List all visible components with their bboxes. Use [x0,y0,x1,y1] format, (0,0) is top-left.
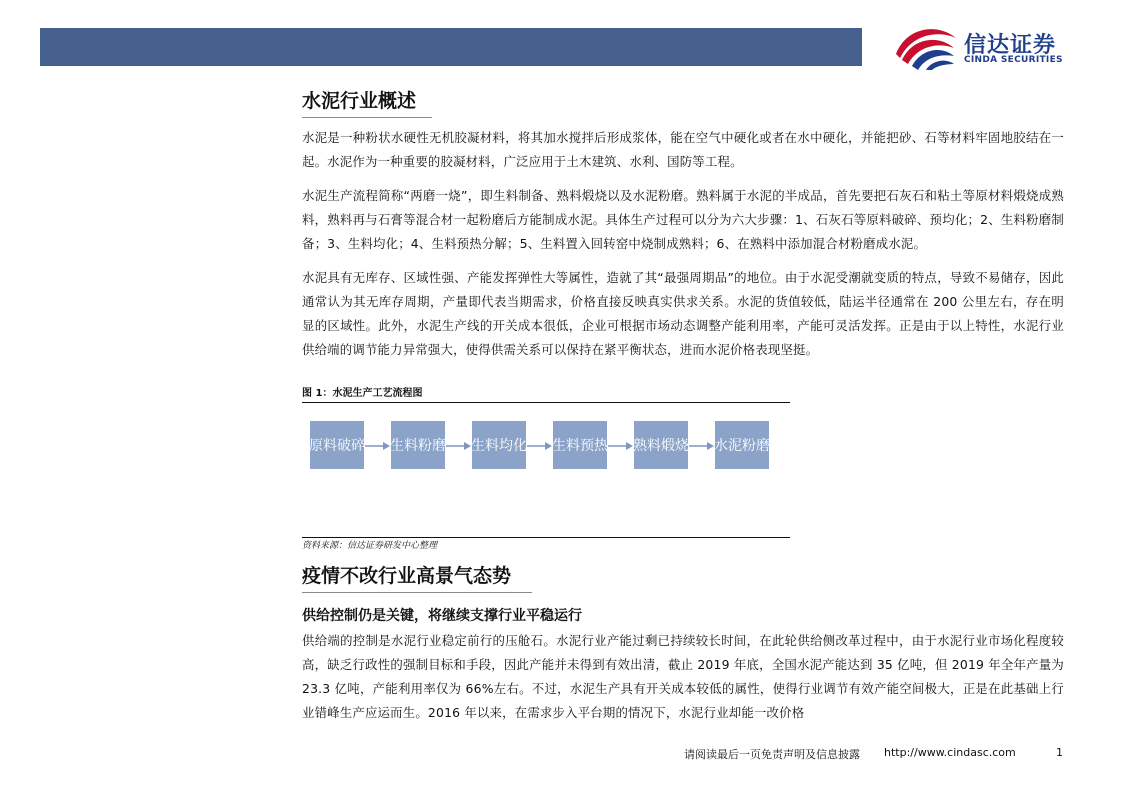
arrow-right-icon [608,441,633,451]
footer-url[interactable]: http://www.cindasc.com [884,746,1016,759]
cinda-logo [892,24,1092,72]
flow-step: 熟料煅烧 [634,421,688,469]
page-number: 1 [1056,746,1063,759]
cinda-logo-mark-icon [892,24,958,70]
process-flow-diagram [302,403,790,495]
flow-step: 原料破碎 [310,421,364,469]
paragraph-properties: 水泥具有无库存、区域性强、产能发挥弹性大等属性，造就了其“最强周期品”的地位。由于水泥受潮就变质的特点，导致不易储存，因此通常认为其无库存周期，产量即代表当期需求，价格直接反映真实供求关系。水泥的货值较低，陆运半径通常在 200 公里左右，存在明显的区域性。此外，水泥生产线的开关成本很低，企业可根据市场动态调整产能利用率，产能可灵活发挥。正是由于以上特性，水泥行业供给端的调节能力异常强大，使得供需关系可以保持在紧平衡状态，进而水泥价格表现坚挺。 [302,270,1064,357]
section-title-overview: 水泥行业概述 [302,86,432,118]
arrow-right-icon [527,441,552,451]
arrow-right-icon [446,441,471,451]
figure-1 [302,384,1064,551]
figure-source: 资料来源：信达证券研发中心整理 [302,537,790,551]
document-body [302,86,1064,725]
header-bar [40,28,862,66]
brand-name-en: CINDA SECURITIES [964,55,1063,65]
paragraph-definition: 水泥是一种粉状水硬性无机胶凝材料，将其加水搅拌后形成浆体，能在空气中硬化或者在水中硬化，并能把砂、石等材料牢固地胶结在一起。水泥作为一种重要的胶凝材料，广泛应用于土木建筑、水利、国防等工程。 [302,130,1064,169]
brand-name-cn: 信达证券 [964,33,1057,58]
flow-step: 生料粉磨 [391,421,445,469]
figure-title: 图 1：水泥生产工艺流程图 [302,384,790,403]
paragraph-process: 水泥生产流程简称“两磨一烧”，即生料制备、熟料煅烧以及水泥粉磨。熟料属于水泥的半成品，首先要把石灰石和粘土等原材料煅烧成熟料，熟料再与石膏等混合材一起粉磨后方能制成水泥。具体生产过程可以分为六大步骤：1、石灰石等原料破碎、预均化；2、生料粉磨制备；3、生料均化；4、生料预热分解；5、生料置入回转窑中烧制成熟料；6、在熟料中添加混合材粉磨成水泥。 [302,188,1064,251]
section-title-outlook: 疫情不改行业高景气态势 [302,561,532,593]
footer-disclaimer: 请阅读最后一页免责声明及信息披露 [684,748,860,761]
arrow-right-icon [365,441,390,451]
flow-step: 生料预热 [553,421,607,469]
flow-step: 水泥粉磨 [715,421,769,469]
subsection-title: 供给控制仍是关键，将继续支撑行业平稳运行 [302,608,582,624]
arrow-right-icon [689,441,714,451]
paragraph-supply: 供给端的控制是水泥行业稳定前行的压舱石。水泥行业产能过剩已持续较长时间，在此轮供给侧改革过程中，由于水泥行业市场化程度较高，缺乏行政性的强制目标和手段，因此产能并未得到有效出清，截止 2019 年底，全国水泥产能达到 35 亿吨，但 2019 年全年产量为 23.3 亿吨，产能利用率仅为 66%左右。不过，水泥生产具有开关成本较低的属性，使得行业调节有效产能空间极大，正是在此基础上行业错峰生产应运而生。2016 年以来，在需求步入平台期的情况下，水泥行业却能一改价格 [302,633,1064,720]
flow-step: 生料均化 [472,421,526,469]
